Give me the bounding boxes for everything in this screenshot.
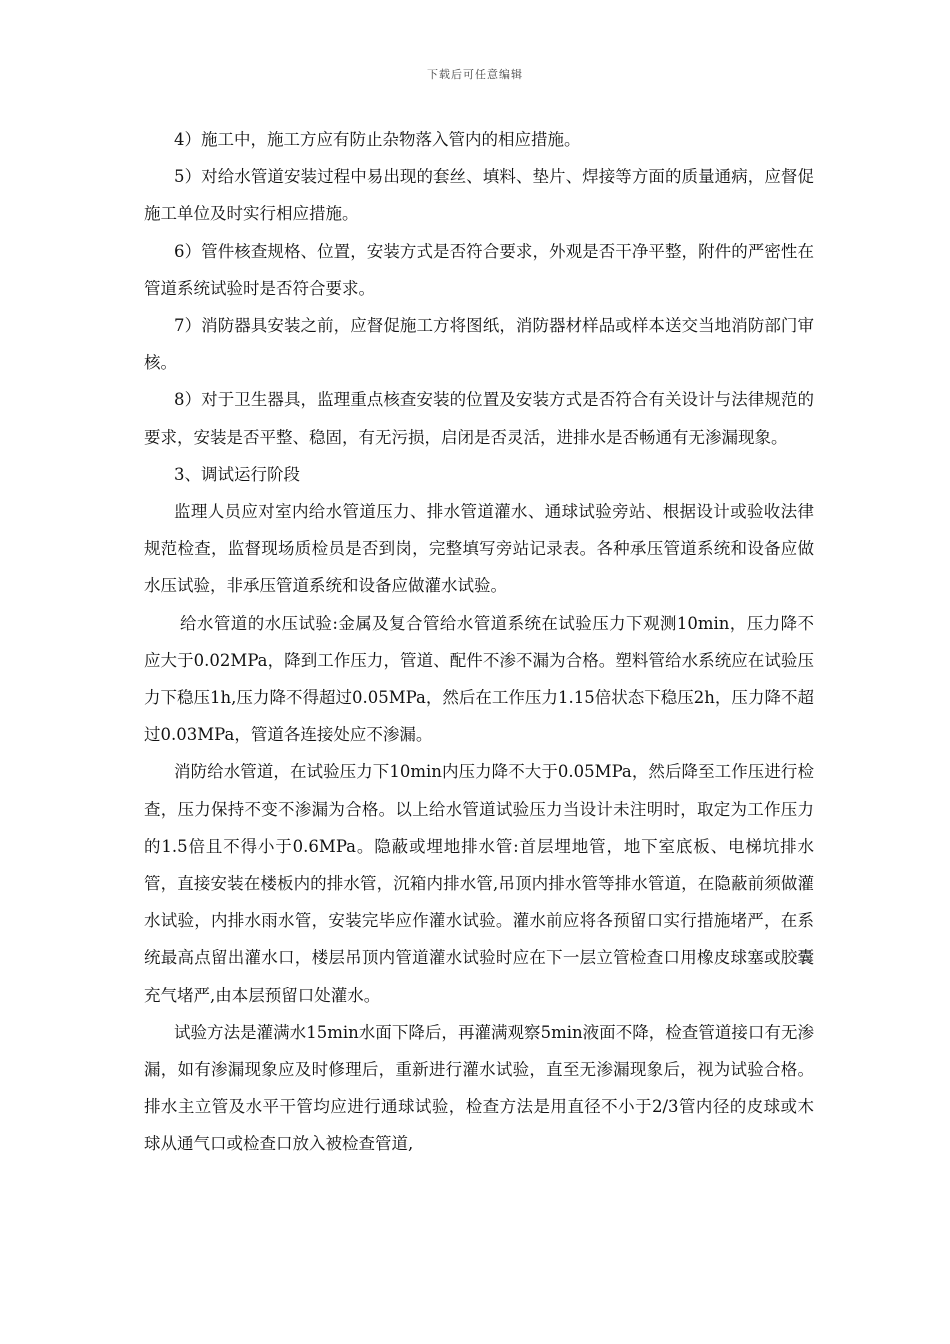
paragraph-item-5: 5）对给水管道安装过程中易出现的套丝、填料、垫片、焊接等方面的质量通病，应督促施工单位及时实行相应措施。 <box>144 167 814 224</box>
section-heading: 3、调试运行阶段 <box>174 464 300 484</box>
paragraph-item-8: 8）对于卫生器具，监理重点核查安装的位置及安装方式是否符合有关设计与法律规范的要求，安装是否平整、稳固，有无污损，启闭是否灵活，进排水是否畅通有无渗漏现象。 <box>144 390 814 447</box>
document-body <box>144 121 814 1163</box>
paragraph-item-4: 4）施工中，施工方应有防止杂物落入管内的相应措施。 <box>174 130 581 149</box>
paragraph-item-7: 7）消防器具安装之前，应督促施工方将图纸，消防器材样品或样本送交当地消防部门审核。 <box>144 316 814 373</box>
paragraph-supervision: 监理人员应对室内给水管道压力、排水管道灌水、通球试验旁站、根据设计或验收法律规范检查，监督现场质检员是否到岗，完整填写旁站记录表。各种承压管道系统和设备应做水压试验，非承压管道系统和设备应做灌水试验。 <box>144 502 814 596</box>
paragraph-item-6: 6）管件核查规格、位置，安装方式是否符合要求，外观是否干净平整，附件的严密性在管道系统试验时是否符合要求。 <box>144 241 814 298</box>
paragraph-water-pressure-test: 给水管道的水压试验:金属及复合管给水管道系统在试验压力下观测10min，压力降不应大于0.02MPa，降到工作压力，管道、配件不渗不漏为合格。塑料管给水系统应在试验压力下稳压1h,压力降不得超过0.05MPa，然后在工作压力1.15倍状态下稳压2h，压力降不超过0.03MPa，管道各连接处应不渗漏。 <box>144 613 814 745</box>
paragraph-test-method: 试验方法是灌满水15min水面下降后，再灌满观察5min液面不降，检查管道接口有无渗漏，如有渗漏现象应及时修理后，重新进行灌水试验，直至无渗漏现象后，视为试验合格。排水主立管及水平干管均应进行通球试验，检查方法是用直径不小于2/3管内径的皮球或木球从通气口或检查口放入被检查管道, <box>144 1022 814 1154</box>
page-header: 下载后可任意编辑 <box>427 68 523 81</box>
paragraph-fire-water-pipe: 消防给水管道，在试验压力下10min内压力降不大于0.05MPa，然后降至工作压进行检查，压力保持不变不渗漏为合格。以上给水管道试验压力当设计未注明时，取定为工作压力的1.5倍且不得小于0.6MPa。隐蔽或埋地排水管:首层埋地管，地下室底板、电梯坑排水管，直接安装在楼板内的排水管，沉箱内排水管,吊顶内排水管等排水管道，在隐蔽前须做灌水试验，内排水雨水管，安装完毕应作灌水试验。灌水前应将各预留口实行措施堵严，在系统最高点留出灌水口，楼层吊顶内管道灌水试验时应在下一层立管检查口用橡皮球塞或胶囊充气堵严,由本层预留口处灌水。 <box>144 762 814 1005</box>
